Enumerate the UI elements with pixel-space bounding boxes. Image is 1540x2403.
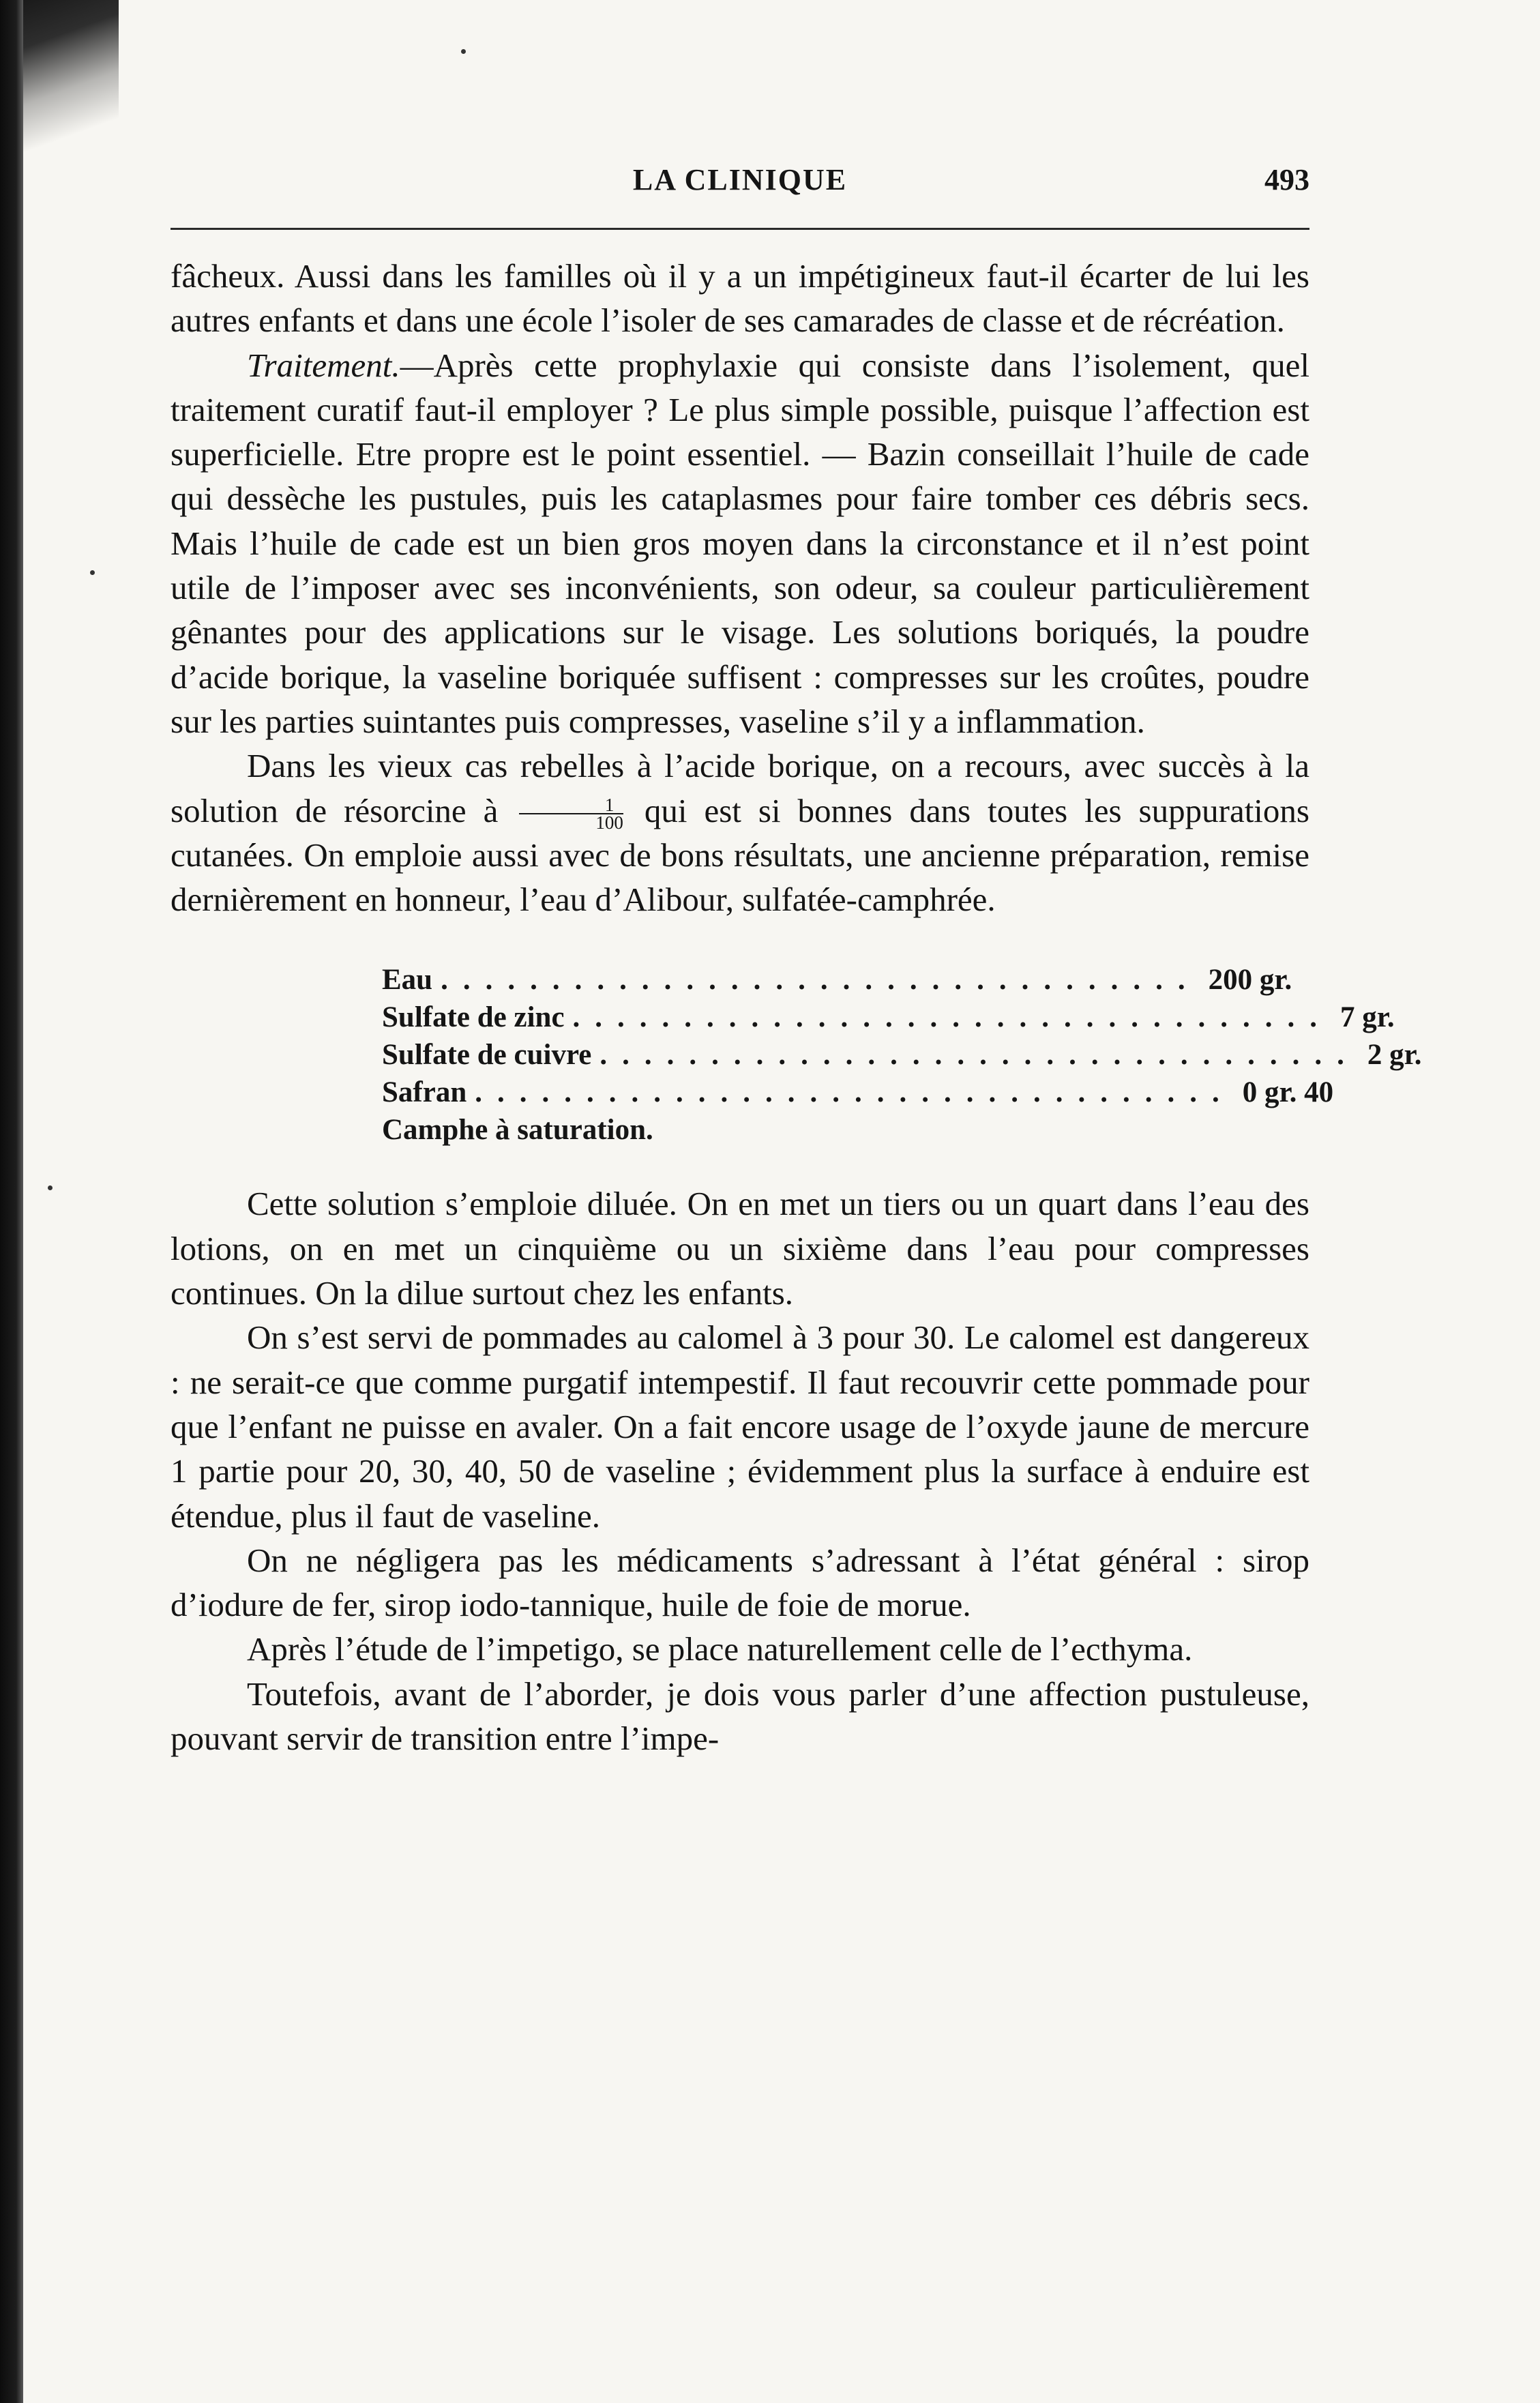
paragraph: On s’est servi de pommades au calomel à 3 pour 30. Le calomel est dangereux : ne serait-ce que comme purgatif intempestif. Il faut recouvrir cette pommade pour que l’enfant ne puisse en avaler. On a fait encore usage de l’oxyde jaune de mercure 1 partie pour 20, 30, 40, 50 de vaseline ; évidemment plus la surface à enduire est étendue, plus il faut de vaseline. [171, 1318, 1309, 1535]
page-body [171, 254, 1422, 1760]
recipe-row [382, 999, 1395, 1036]
header-rule [171, 228, 1309, 230]
paragraph-text: qui est si bonnes dans toutes les suppurations cutanées. On emploie aussi avec de bons résultats, une ancienne préparation, remise dernièrement en honneur, l’eau d’Alibour, sulfatée-camphrée. [171, 791, 1309, 919]
paragraph-traitement: Traitement.—Après cette prophylaxie qui consiste dans l’isolement, quel traitement curatif faut-il employer ? Le plus simple possible, puisque l’affection est superficielle. Etre propre est le point essentiel. — Bazin conseillait l’huile de cade qui dessèche les pustules, puis les cataplasmes pour faire tomber ces débris secs. Mais l’huile de cade est un bien gros moyen dans la circonstance et il n’est point utile de l’imposer avec ses inconvénients, son odeur, sa couleur particulièrement gênantes pour des applications sur le visage. Les solutions boriqués, la poudre d’acide borique, la vaseline boriquée suffisent : compresses sur les croûtes, poudre sur les parties suintantes puis compresses, vaseline s’il y a inflammation. [171, 346, 1309, 740]
fraction-denominator: 100 [595, 812, 623, 834]
recipe-ingredient: Safran [382, 1076, 467, 1109]
paragraph-text: Dans les vieux cas rebelles à l’acide borique, on a recours, avec succès à la solution de résorcine à [171, 747, 1309, 829]
recipe-ingredient: Sulfate de zinc [382, 1001, 565, 1034]
paragraph: On ne négligera pas les médicaments s’adressant à l’état général : sirop d’iodure de fer, sirop iodo-tannique, huile de foie de morue. [171, 1541, 1309, 1624]
leader-dots: .................................. [572, 1001, 1333, 1034]
page-corner-shadow [23, 0, 119, 157]
recipe-quantity: 2 gr. [1367, 1039, 1422, 1072]
recipe-row [382, 961, 1292, 999]
recipe-note: Camphe à saturation. [382, 1114, 653, 1147]
recipe-ingredient: Sulfate de cuivre [382, 1039, 592, 1072]
recipe-quantity: 7 gr. [1340, 1001, 1395, 1034]
recipe-row [382, 1036, 1422, 1074]
book-binding-shadow [0, 0, 23, 2403]
paragraph-continuation: fâcheux. Aussi dans les familles où il y a un impétigineux faut-il écarter de lui les autres enfants et dans une école l’isoler de ses camarades de classe et de récréation. [171, 257, 1309, 340]
print-speck [461, 49, 466, 54]
page-number: 493 [1264, 163, 1309, 196]
paragraph: Cette solution s’emploie diluée. On en met un tiers ou un quart dans l’eau des lotions, on en met un cinquième ou un sixième dans l’eau pour compresses continues. On la dilue surtout chez les enfants. [171, 1185, 1309, 1312]
recipe-table [382, 961, 1422, 1149]
paragraph-resorcine [171, 743, 1309, 922]
leader-dots: .................................. [441, 964, 1200, 997]
print-speck [48, 1185, 53, 1190]
paragraph-text: Après cette prophylaxie qui consiste dans l’isolement, quel traitement curatif faut-il employer ? Le plus simple possible, puisque l’affection est superficielle. Etre propre est le point essentiel. — Bazin conseillait l’huile de cade qui dessèche les pustules, puis les cataplasmes pour faire tomber ces débris secs. Mais l’huile de cade est un bien gros moyen dans la circonstance et il n’est point utile de l’imposer avec ses inconvénients, son odeur, sa couleur particulièrement gênantes pour des applications sur le visage. Les solutions boriqués, la poudre d’acide borique, la vaseline boriquée suffisent : compresses sur les croûtes, poudre sur les parties suintantes puis compresses, vaseline s’il y a inflammation. [171, 346, 1309, 740]
paragraph: Après l’étude de l’impetigo, se place naturellement celle de l’ecthyma. [247, 1630, 1193, 1668]
recipe-quantity: 0 gr. 40 [1242, 1076, 1334, 1109]
recipe-row [382, 1074, 1334, 1111]
leader-dots: .................................. [475, 1076, 1234, 1109]
running-title: LA CLINIQUE [632, 163, 848, 196]
fraction [519, 795, 623, 834]
recipe-quantity: 200 gr. [1208, 964, 1292, 997]
print-speck [90, 570, 95, 575]
section-heading: Traitement. [247, 346, 400, 384]
page-header [171, 162, 1309, 210]
paragraph: Toutefois, avant de l’aborder, je dois vous parler d’une affection pustuleuse, pouvant servir de transition entre l’impe- [171, 1675, 1309, 1758]
recipe-ingredient: Eau [382, 964, 433, 997]
fraction-numerator: 1 [519, 797, 623, 814]
leader-dots: .................................. [599, 1039, 1359, 1072]
